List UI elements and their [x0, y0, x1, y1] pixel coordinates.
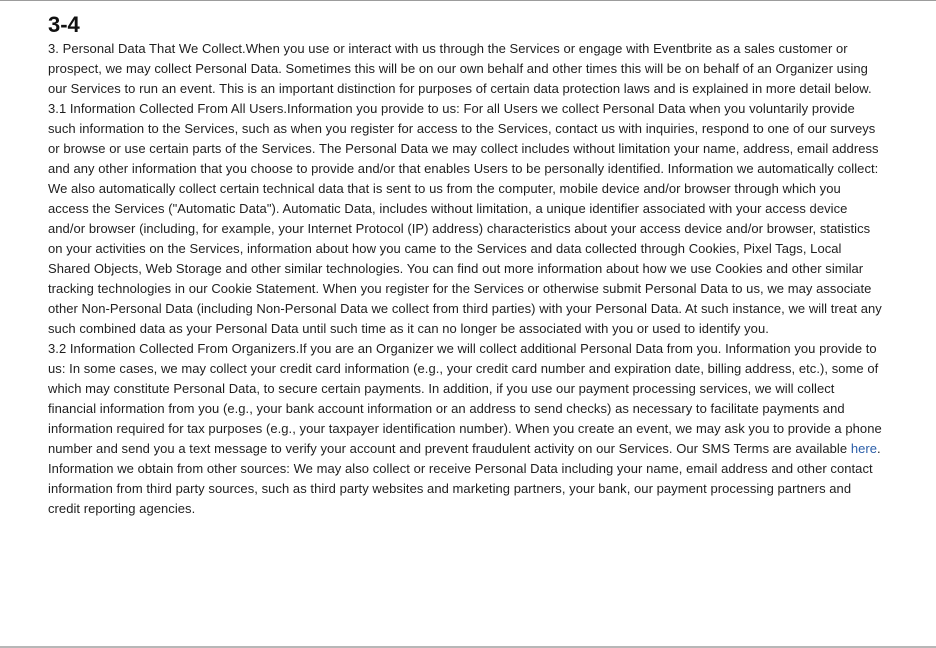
paragraph-text-before-link: 3.2 Information Collected From Organizers.If you are an Organizer we will collect additional Personal Data from you. Information you provide to us: In some cases, we may collect your credit card information (e.g., your credit card number and expiration date, billing address, etc.), some of which may constitute Personal Data, to secure certain payments. In addition, if you use our payment processing services, we will collect financial information from you (e.g., your bank account information or an address to send checks) as necessary to facilitate payments and information required for tax purposes (e.g., your taxpayer identification number). When you create an event, we may ask you to provide a phone number and send you a text message to verify your account and prevent fraudulent activity on our Services. Our SMS Terms are available [48, 341, 882, 456]
paragraph-info-organizers [48, 339, 883, 519]
sms-terms-link[interactable]: here [850, 441, 878, 456]
paragraph-personal-data-collect: 3. Personal Data That We Collect.When you use or interact with us through the Services or engage with Eventbrite as a sales customer or prospect, we may collect Personal Data. Sometimes this will be on our own behalf and other times this will be on behalf of an Organizer using our Services to run an event. This is an important distinction for purposes of certain data protection laws and is explained in more detail below. [48, 41, 872, 96]
paragraph-text-after-link: . Information we obtain from other sources: We may also collect or receive Personal Data including your name, email address and other contact information from third party sources, such as third party websites and marketing partners, your bank, our payment processing partners and credit reporting agencies. [48, 441, 881, 516]
document-content [48, 11, 883, 519]
paragraph-info-all-users: 3.1 Information Collected From All Users.Information you provide to us: For all Users we collect Personal Data when you voluntarily provide such information to the Services, such as when you register for access to the Services, contact us with inquiries, respond to one of our surveys or browse or use certain parts of the Services. The Personal Data we may collect includes without limitation your name, address, email address and any other information that you choose to provide and/or that enables Users to be personally identified. Information we automatically collect: We also automatically collect certain technical data that is sent to us from the computer, mobile device and/or browser through which you access the Services ("Automatic Data"). Automatic Data, includes without limitation, a unique identifier associated with your access device and/or browser (including, for example, your Internet Protocol (IP) address) characteristics about your access device and/or browser, statistics on your activities on the Services, information about how you came to the Services and data collected through Cookies, Pixel Tags, Local Shared Objects, Web Storage and other similar technologies. You can find out more information about how we use Cookies and other similar tracking technologies in our Cookie Statement. When you register for the Services or otherwise submit Personal Data to us, we may associate other Non-Personal Data (including Non-Personal Data we collect from third parties) with your Personal Data. At such instance, we will treat any such combined data as your Personal Data until such time as it can no longer be associated with you or used to identify you. [48, 101, 882, 336]
page-title: 3-4 [48, 12, 80, 37]
